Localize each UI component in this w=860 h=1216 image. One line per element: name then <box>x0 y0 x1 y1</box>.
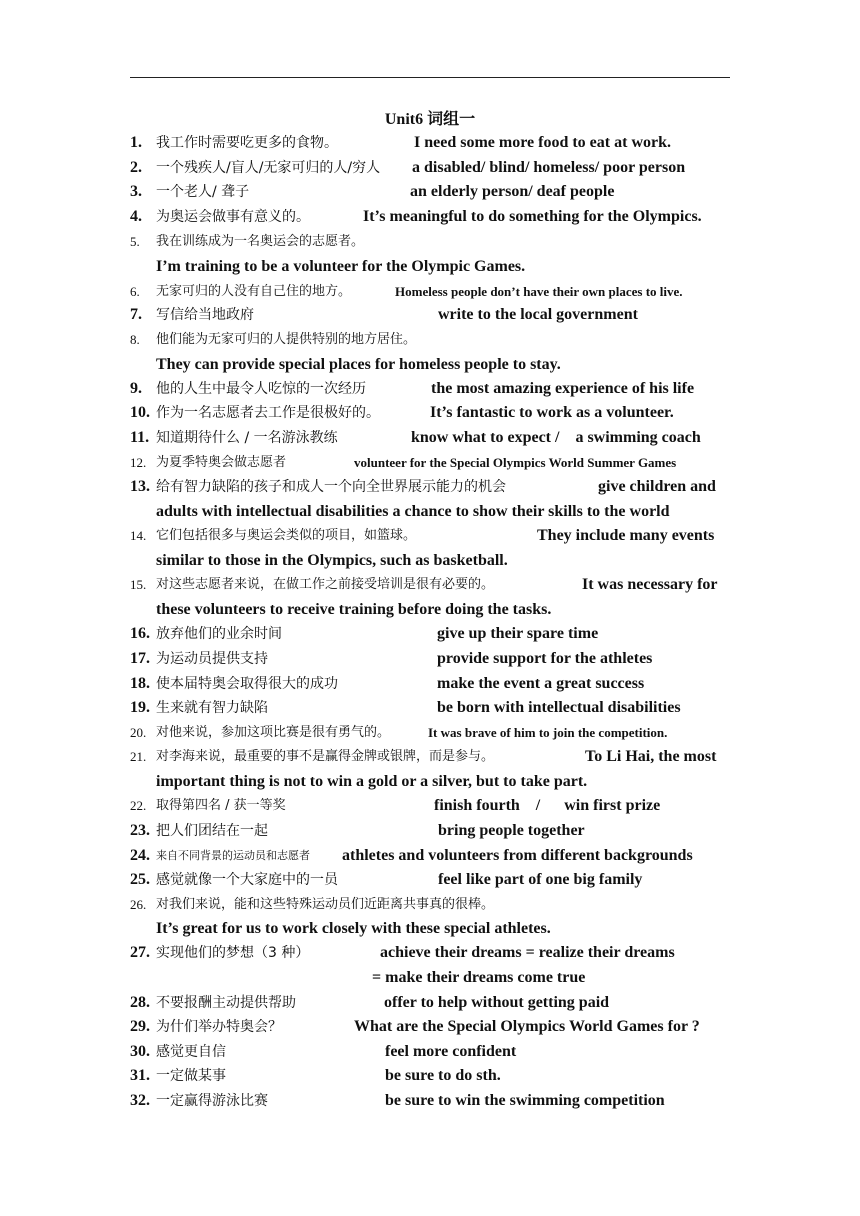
list-item <box>130 380 730 398</box>
item-number: 23. <box>130 822 150 839</box>
list-item <box>130 871 730 889</box>
item-chinese: 写信给当地政府 <box>156 307 254 323</box>
list-item <box>130 822 730 840</box>
list-item <box>130 625 730 643</box>
item-english-cont: similar to those in the Olympics, such as basketball. <box>156 552 508 569</box>
item-number: 25. <box>130 871 150 888</box>
item-english: It’s fantastic to work as a volunteer. <box>430 404 674 421</box>
item-english: To Li Hai, the most <box>585 748 717 765</box>
list-item-continuation <box>130 356 730 374</box>
item-chinese: 为奥运会做事有意义的。 <box>156 209 310 225</box>
list-item <box>130 724 730 742</box>
item-english: be sure to win the swimming competition <box>385 1092 665 1109</box>
list-item-continuation <box>130 258 730 276</box>
item-english: achieve their dreams = realize their dreams <box>380 944 675 961</box>
list-item <box>130 159 730 177</box>
list-item-continuation <box>130 920 730 938</box>
item-english: an elderly person/ deaf people <box>410 183 615 200</box>
item-chinese: 实现他们的梦想（3 种） <box>156 945 310 961</box>
item-chinese: 一个老人/ 聋子 <box>156 184 250 200</box>
list-item <box>130 134 730 152</box>
item-number: 29. <box>130 1018 150 1035</box>
list-item <box>130 527 730 545</box>
list-item <box>130 576 730 594</box>
list-item <box>130 748 730 766</box>
list-item <box>130 233 730 251</box>
item-chinese: 我在训练成为一名奥运会的志愿者。 <box>156 234 365 249</box>
item-chinese: 对这些志愿者来说，在做工作之前接受培训是很有必要的。 <box>156 577 495 592</box>
item-number: 22. <box>130 798 147 813</box>
list-item <box>130 650 730 668</box>
list-item <box>130 675 730 693</box>
item-english: provide support for the athletes <box>437 650 653 667</box>
item-chinese: 取得第四名 / 获一等奖 <box>156 798 286 813</box>
item-number: 6. <box>130 284 140 299</box>
list-item <box>130 1018 730 1036</box>
header-rule <box>130 77 730 78</box>
item-english: a disabled/ blind/ homeless/ poor person <box>412 159 686 176</box>
item-english: They include many events <box>537 527 715 544</box>
item-number: 30. <box>130 1043 150 1060</box>
item-number: 12. <box>130 455 147 470</box>
item-number: 15. <box>130 577 147 592</box>
item-number: 21. <box>130 749 147 764</box>
list-item <box>130 454 730 472</box>
item-english: know what to expect / a swimming coach <box>411 429 701 446</box>
item-english: finish fourth / win first prize <box>434 797 661 814</box>
item-chinese: 无家可归的人没有自己住的地方。 <box>156 284 352 299</box>
item-number: 4. <box>130 208 142 225</box>
item-english: It’s great for us to work closely with these special athletes. <box>156 920 551 937</box>
item-english: It was brave of him to join the competition. <box>428 725 668 740</box>
page-title: Unit6 词组一 <box>384 111 476 128</box>
list-item <box>130 283 730 301</box>
item-number: 26. <box>130 897 147 912</box>
item-chinese: 知道期待什么 / 一名游泳教练 <box>156 430 338 446</box>
item-number: 27. <box>130 944 150 961</box>
item-chinese: 为运动员提供支持 <box>156 651 268 667</box>
list-item <box>130 1067 730 1085</box>
item-english: It was necessary for <box>582 576 718 593</box>
list-item <box>130 797 730 815</box>
item-english: give up their spare time <box>437 625 599 642</box>
item-number: 14. <box>130 528 147 543</box>
list-item-continuation <box>130 601 730 619</box>
list-item-continuation <box>130 969 730 987</box>
item-number: 17. <box>130 650 150 667</box>
item-english: feel like part of one big family <box>438 871 643 888</box>
item-chinese: 为什们举办特奥会？ <box>156 1019 282 1035</box>
item-chinese: 来自不同背景的运动员和志愿者 <box>156 849 310 862</box>
list-item <box>130 306 730 324</box>
item-chinese: 给有智力缺陷的孩子和成人一个向全世界展示能力的机会 <box>156 479 506 495</box>
list-item <box>130 994 730 1012</box>
list-item <box>130 429 730 447</box>
item-english: be born with intellectual disabilities <box>437 699 681 716</box>
item-chinese: 对李海来说，最重要的事不是赢得金牌或银牌，而是参与。 <box>156 749 495 764</box>
item-chinese: 他们能为无家可归的人提供特别的地方居住。 <box>156 332 417 347</box>
item-english: bring people together <box>438 822 585 839</box>
item-english: What are the Special Olympics World Games for ? <box>354 1018 700 1035</box>
list-item <box>130 699 730 717</box>
item-english: make the event a great success <box>437 675 645 692</box>
item-number: 32. <box>130 1092 150 1109</box>
item-english: give children and <box>598 478 716 495</box>
item-chinese: 对我们来说，能和这些特殊运动员们近距离共事真的很棒。 <box>156 897 495 912</box>
item-number: 31. <box>130 1067 150 1084</box>
item-chinese: 我工作时需要吃更多的食物。 <box>156 135 338 151</box>
list-item <box>130 896 730 914</box>
item-english: It’s meaningful to do something for the Olympics. <box>363 208 702 225</box>
item-number: 3. <box>130 183 142 200</box>
item-number: 28. <box>130 994 150 1011</box>
item-number: 1. <box>130 134 142 151</box>
list-item-continuation <box>130 773 730 791</box>
item-chinese: 把人们团结在一起 <box>156 823 268 839</box>
item-chinese: 感觉就像一个大家庭中的一员 <box>156 872 338 888</box>
item-number: 18. <box>130 675 150 692</box>
item-number: 5. <box>130 234 140 249</box>
item-number: 10. <box>130 404 150 421</box>
item-number: 9. <box>130 380 142 397</box>
item-chinese: 他的人生中最令人吃惊的一次经历 <box>156 381 366 397</box>
list-item <box>130 404 730 422</box>
item-number: 13. <box>130 478 150 495</box>
item-number: 24. <box>130 847 150 864</box>
item-english-cont: = make their dreams come true <box>372 969 586 986</box>
list-item <box>130 478 730 496</box>
item-english: athletes and volunteers from different backgrounds <box>342 847 693 864</box>
item-number: 16. <box>130 625 150 642</box>
item-english: Homeless people don’t have their own places to live. <box>395 284 683 299</box>
list-item <box>130 208 730 226</box>
list-item <box>130 847 730 865</box>
item-chinese: 它们包括很多与奥运会类似的项目，如篮球。 <box>156 528 417 543</box>
item-chinese: 不要报酬主动提供帮助 <box>156 995 296 1011</box>
item-english: write to the local government <box>438 306 638 323</box>
item-english: volunteer for the Special Olympics World Summer Games <box>354 455 677 470</box>
item-english: be sure to do sth. <box>385 1067 501 1084</box>
list-item <box>130 944 730 962</box>
item-chinese: 使本届特奥会取得很大的成功 <box>156 676 338 692</box>
item-english: the most amazing experience of his life <box>431 380 695 397</box>
item-english-cont: important thing is not to win a gold or a silver, but to take part. <box>156 773 588 790</box>
item-english: offer to help without getting paid <box>384 994 610 1011</box>
item-chinese: 一定做某事 <box>156 1068 226 1084</box>
list-item <box>130 1043 730 1061</box>
item-chinese: 一个残疾人/盲人/无家可归的人/穷人 <box>156 160 381 176</box>
item-chinese: 一定赢得游泳比赛 <box>156 1093 268 1109</box>
item-number: 19. <box>130 699 150 716</box>
list-item <box>130 331 730 349</box>
item-english: I need some more food to eat at work. <box>414 134 671 151</box>
item-chinese: 为夏季特奥会做志愿者 <box>156 455 287 470</box>
item-chinese: 放弃他们的业余时间 <box>156 626 282 642</box>
item-number: 8. <box>130 332 140 347</box>
item-chinese: 生来就有智力缺陷 <box>156 700 268 716</box>
item-english-cont: adults with intellectual disabilities a chance to show their skills to the world <box>156 503 670 520</box>
item-english: feel more confident <box>385 1043 517 1060</box>
item-number: 11. <box>130 429 150 446</box>
list-item <box>130 1092 730 1110</box>
item-chinese: 对他来说，参加这项比赛是很有勇气的。 <box>156 725 391 740</box>
item-english-cont: these volunteers to receive training before doing the tasks. <box>156 601 552 618</box>
item-chinese: 作为一名志愿者去工作是很极好的。 <box>156 405 380 421</box>
item-chinese: 感觉更自信 <box>156 1044 226 1060</box>
list-item-continuation <box>130 552 730 570</box>
list-item <box>130 183 730 201</box>
item-english: I’m training to be a volunteer for the Olympic Games. <box>156 258 526 275</box>
item-english: They can provide special places for homeless people to stay. <box>156 356 561 373</box>
item-number: 20. <box>130 725 147 740</box>
item-number: 2. <box>130 159 142 176</box>
item-number: 7. <box>130 306 142 323</box>
list-item-continuation <box>130 503 730 521</box>
